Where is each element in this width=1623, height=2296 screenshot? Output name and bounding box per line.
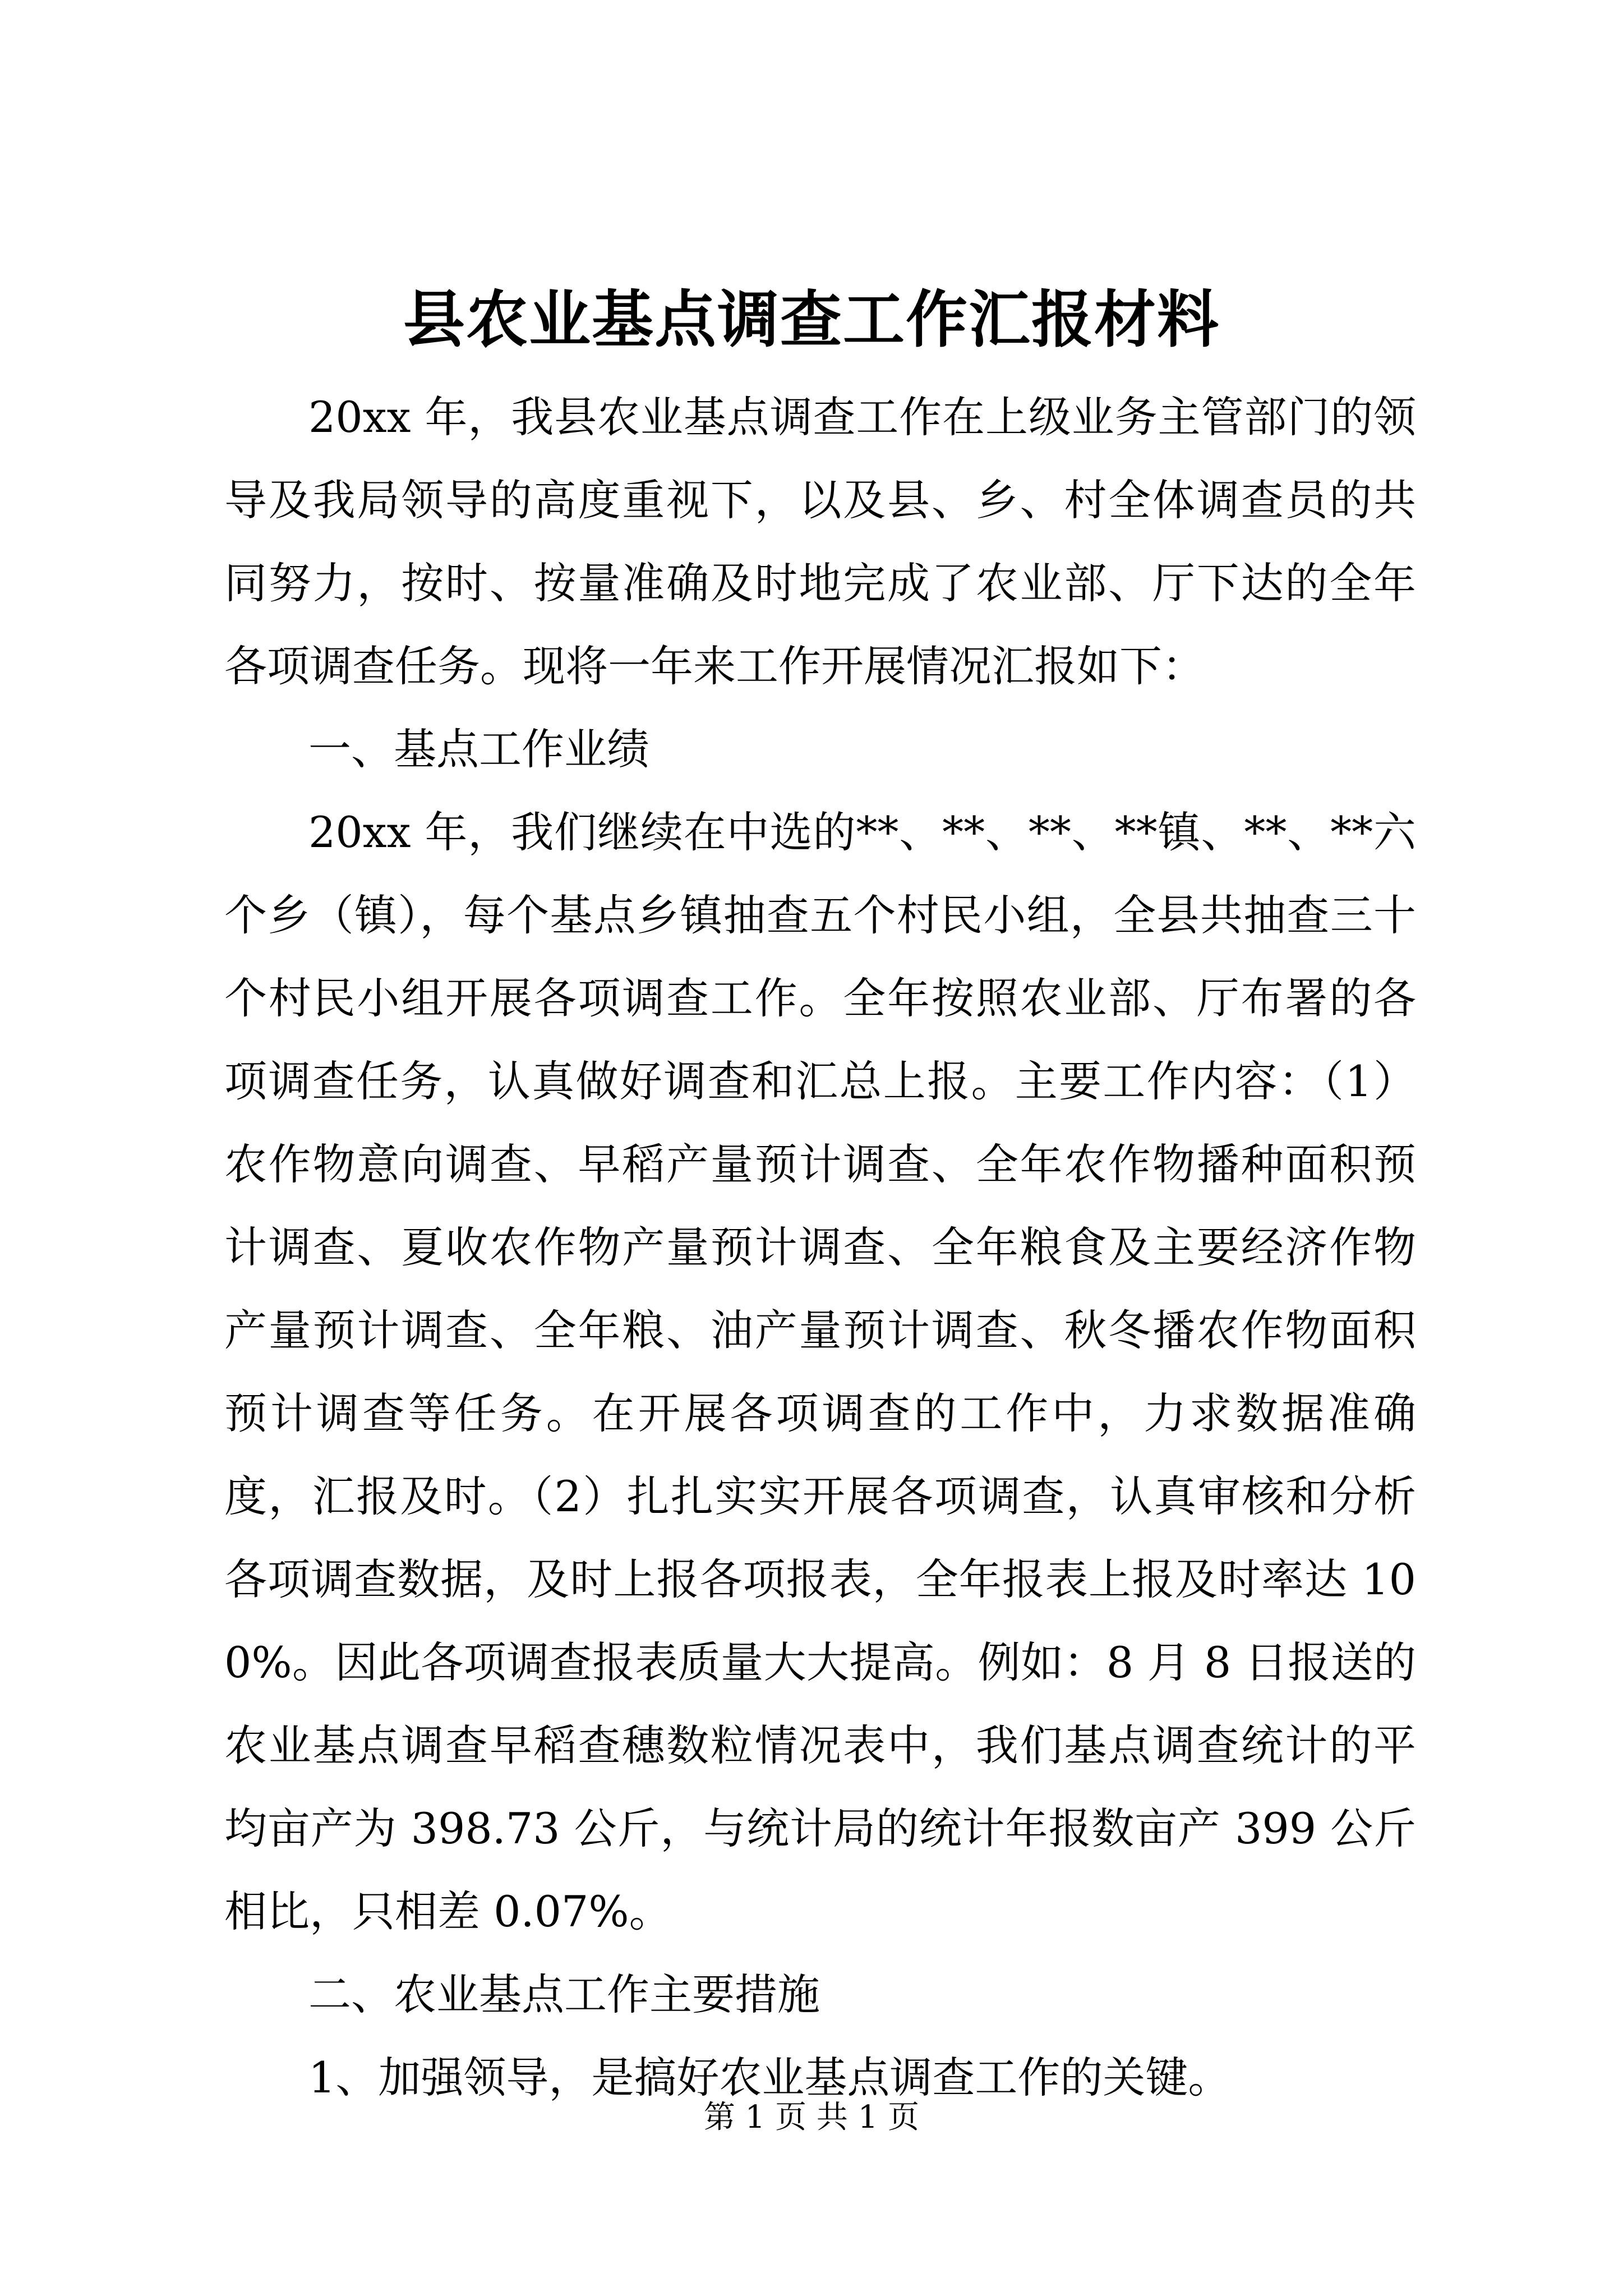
paragraph-achievements: 20xx 年，我们继续在中选的**、**、**、**镇、**、**六个乡（镇），每个基点乡镇抽查五个村民小组，全县共抽查三十个村民小组开展各项调查工作。全年按照农业部、厅布署的各项调查任务，认真做好调查和汇总上报。主要工作内容：（1）农作物意向调查、早稻产量预计调查、全年农作物播种面积预计调查、夏收农作物产量预计调查、全年粮食及主要经济作物产量预计调查、全年粮、油产量预计调查、秋冬播农作物面积预计调查等任务。在开展各项调查的工作中，力求数据准确度，汇报及时。（2）扎扎实实开展各项调查，认真审核和分析各项调查数据，及时上报各项报表，全年报表上报及时率达 100%。因此各项调查报表质量大大提高。例如：8 月 8 日报送的农业基点调查早稻查穗数粒情况表中，我们基点调查统计的平均亩产为 398.73 公斤，与统计局的统计年报数亩产 399 公斤相比，只相差 0.07%。 bbox=[224, 807, 1416, 1936]
document-title: 县农业基点调查工作汇报材料 bbox=[403, 283, 1220, 356]
page-number-footer: 第 1 页 共 1 页 bbox=[703, 2099, 920, 2136]
section-heading-measures: 二、农业基点工作主要措施 bbox=[308, 1970, 820, 2019]
paragraph-measure-1: 1、加强领导，是搞好农业基点调查工作的关键。 bbox=[308, 2053, 1231, 2102]
paragraph-intro: 20xx 年，我县农业基点调查工作在上级业务主管部门的领导及我局领导的高度重视下，以及县、乡、村全体调查员的共同努力，按时、按量准确及时地完成了农业部、厅下达的全年各项调查任务。现将一年来工作开展情况汇报如下： bbox=[224, 392, 1416, 691]
document-body bbox=[224, 376, 1416, 2119]
section-heading-achievements: 一、基点工作业绩 bbox=[308, 724, 649, 774]
